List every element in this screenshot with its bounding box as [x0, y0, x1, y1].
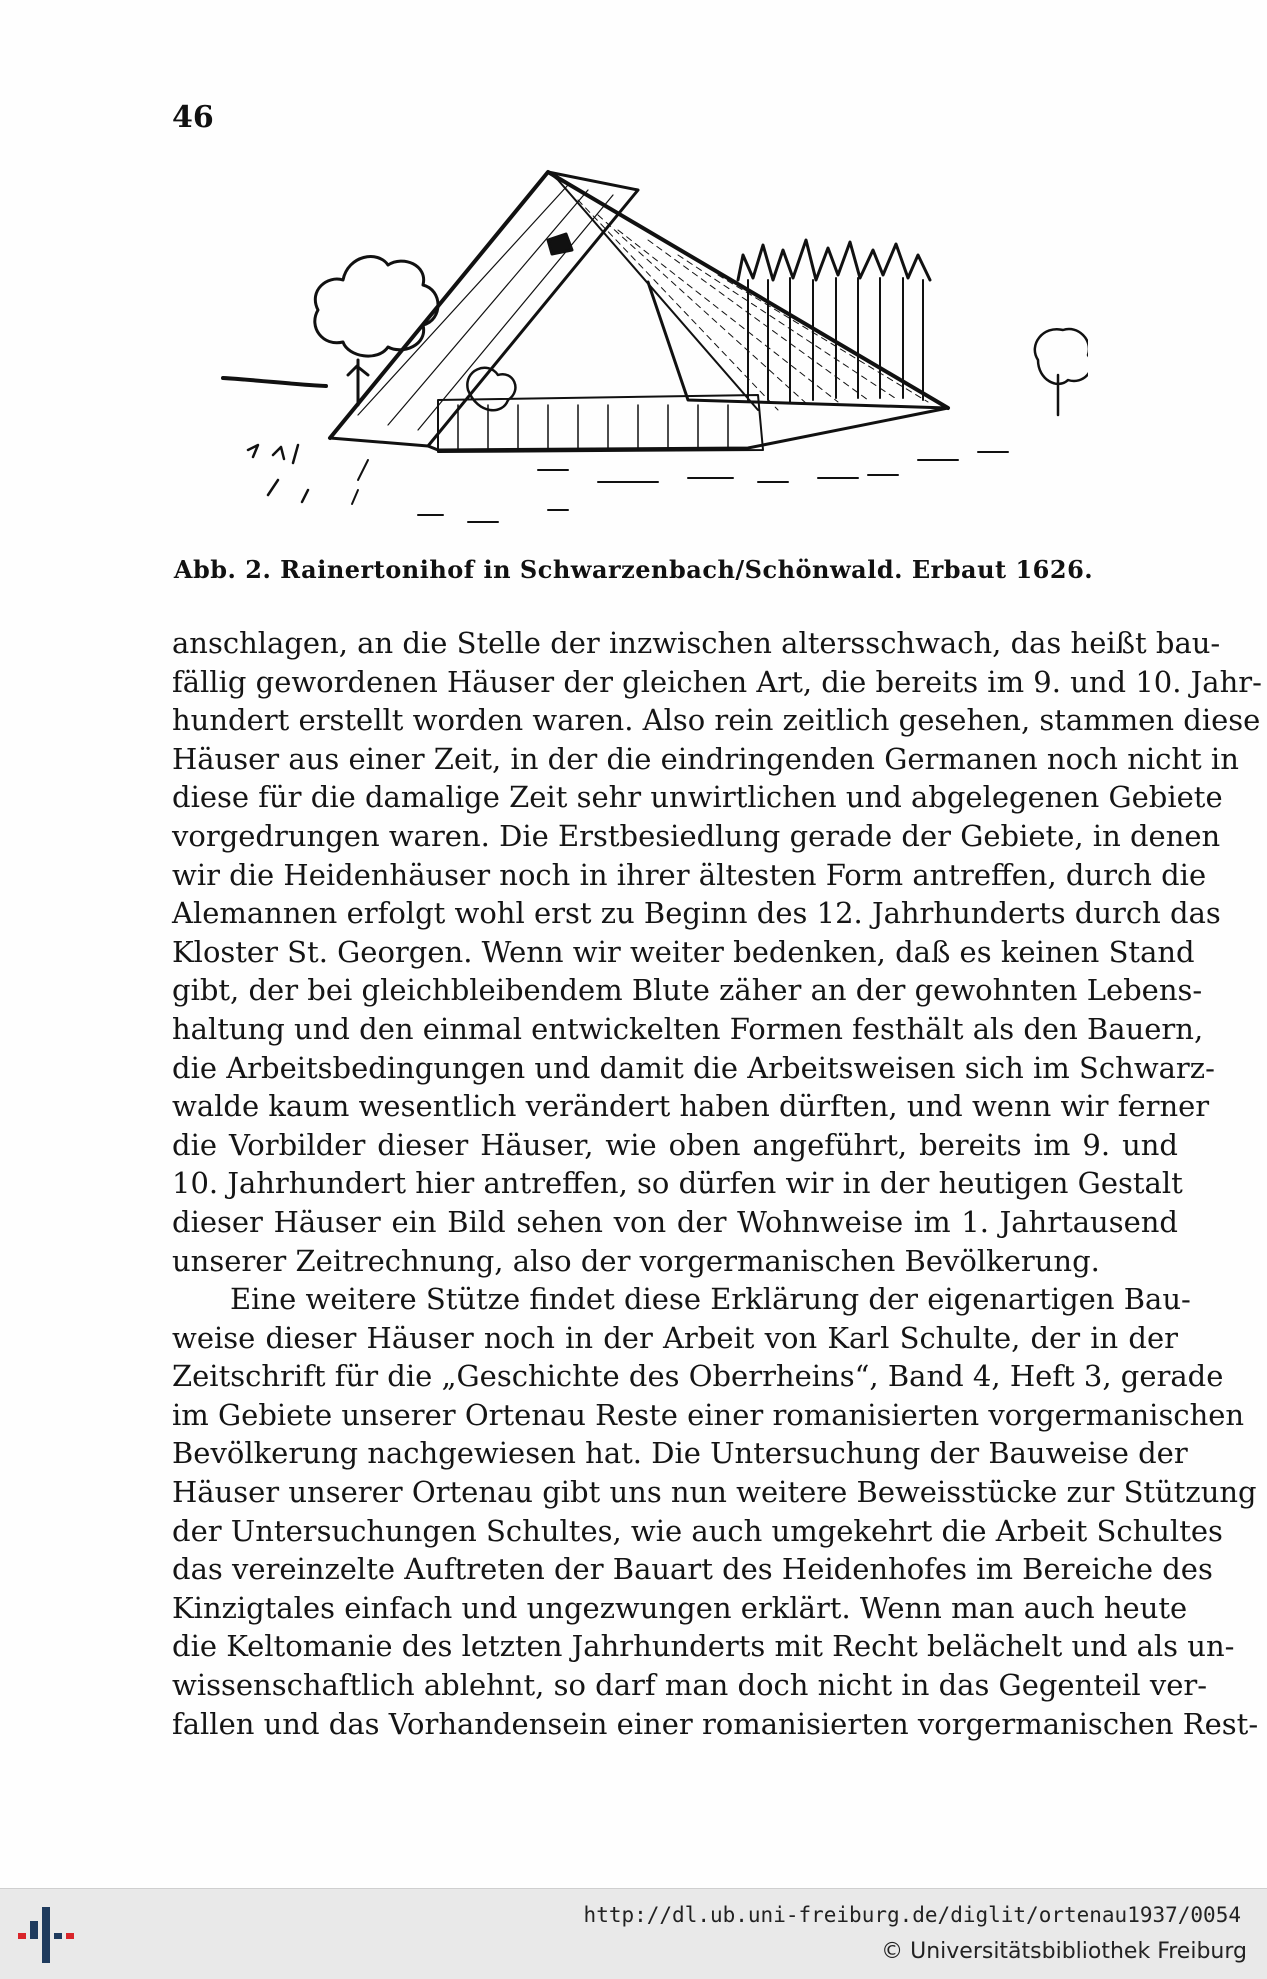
text-line: Häuser aus einer Zeit, in der die eindringenden Germanen noch nicht in: [172, 741, 1239, 776]
text-line: diese für die damalige Zeit sehr unwirtlichen und abgelegenen Gebiete: [172, 780, 1223, 815]
footer-bar: [0, 1888, 1267, 1979]
text-line: fallen und das Vorhandensein einer romanisierten vorgermanischen Rest-: [172, 1706, 1259, 1741]
text-line: unserer Zeitrechnung, also der vorgermanischen Bevölkerung.: [172, 1243, 1100, 1278]
text-line: das vereinzelte Auftreten der Bauart des Heidenhofes im Bereiche des: [172, 1552, 1213, 1587]
text-line: im Gebiete unserer Ortenau Reste einer romanisierten vorgermanischen: [172, 1397, 1245, 1432]
text-line: anschlagen, an die Stelle der inzwischen altersschwach, das heißt bau-: [172, 626, 1221, 660]
text-line: gibt, der bei gleichbleibendem Blute zäher an der gewohnten Lebens-: [172, 973, 1203, 1008]
text-line: Eine weitere Stütze findet diese Erklärung der eigenartigen Bau-: [230, 1282, 1191, 1317]
text-line: Zeitschrift für die „Geschichte des Oberrheins“, Band 4, Heft 3, gerade: [172, 1359, 1224, 1394]
text-line: dieser Häuser ein Bild sehen von der Wohnweise im 1. Jahrtausend: [172, 1204, 1178, 1239]
text-line: die Keltomanie des letzten Jahrhunderts mit Recht belächelt und als un-: [172, 1629, 1235, 1664]
text-line: 10. Jahrhundert hier antreffen, so dürfen wir in der heutigen Gestalt: [172, 1166, 1183, 1201]
text-line: Häuser unserer Ortenau gibt uns nun weitere Beweisstücke zur Stützung: [172, 1475, 1257, 1510]
text-line: Bevölkerung nachgewiesen hat. Die Untersuchung der Bauweise der: [172, 1436, 1188, 1471]
text-line: die Vorbilder dieser Häuser, wie oben angeführt, bereits im 9. und: [172, 1127, 1178, 1162]
page-number: 46: [172, 100, 214, 135]
library-logo-icon[interactable]: [14, 1903, 84, 1967]
source-url-link[interactable]: http://dl.ub.uni-freiburg.de/diglit/ortenau1937/0054: [583, 1903, 1241, 1927]
text-line: Kloster St. Georgen. Wenn wir weiter bedenken, daß es keinen Stand: [172, 934, 1195, 969]
text-line: walde kaum wesentlich verändert haben dürften, und wenn wir ferner: [172, 1089, 1210, 1124]
text-line: vorgedrungen waren. Die Erstbesiedlung gerade der Gebiete, in denen: [172, 818, 1221, 853]
farmhouse-illustration: [218, 160, 1088, 540]
text-line: fällig gewordenen Häuser der gleichen Art, die bereits im 9. und 10. Jahr-: [172, 664, 1262, 699]
text-line: haltung und den einmal entwickelten Formen festhält als den Bauern,: [172, 1011, 1204, 1046]
text-line: hundert erstellt worden waren. Also rein zeitlich gesehen, stammen diese: [172, 703, 1261, 738]
text-line: Alemannen erfolgt wohl erst zu Beginn des 12. Jahrhunderts durch das: [172, 896, 1221, 931]
copyright-text: © Universitätsbibliothek Freiburg: [881, 1939, 1247, 1964]
figure-caption: Abb. 2. Rainertonihof in Schwarzenbach/Schönwald. Erbaut 1626.: [173, 555, 1094, 584]
text-line: Kinzigtales einfach und ungezwungen erklärt. Wenn man auch heute: [172, 1590, 1188, 1625]
text-line: wir die Heidenhäuser noch in ihrer ältesten Form antreffen, durch die: [172, 857, 1207, 892]
text-line: die Arbeitsbedingungen und damit die Arbeitsweisen sich im Schwarz-: [172, 1050, 1215, 1085]
text-line: der Untersuchungen Schultes, wie auch umgekehrt die Arbeit Schultes: [172, 1513, 1223, 1548]
text-line: wissenschaftlich ablehnt, so darf man doch nicht in das Gegenteil ver-: [172, 1668, 1208, 1703]
text-line: weise dieser Häuser noch in der Arbeit von Karl Schulte, der in der: [172, 1320, 1178, 1355]
body-text: [172, 624, 1262, 1743]
